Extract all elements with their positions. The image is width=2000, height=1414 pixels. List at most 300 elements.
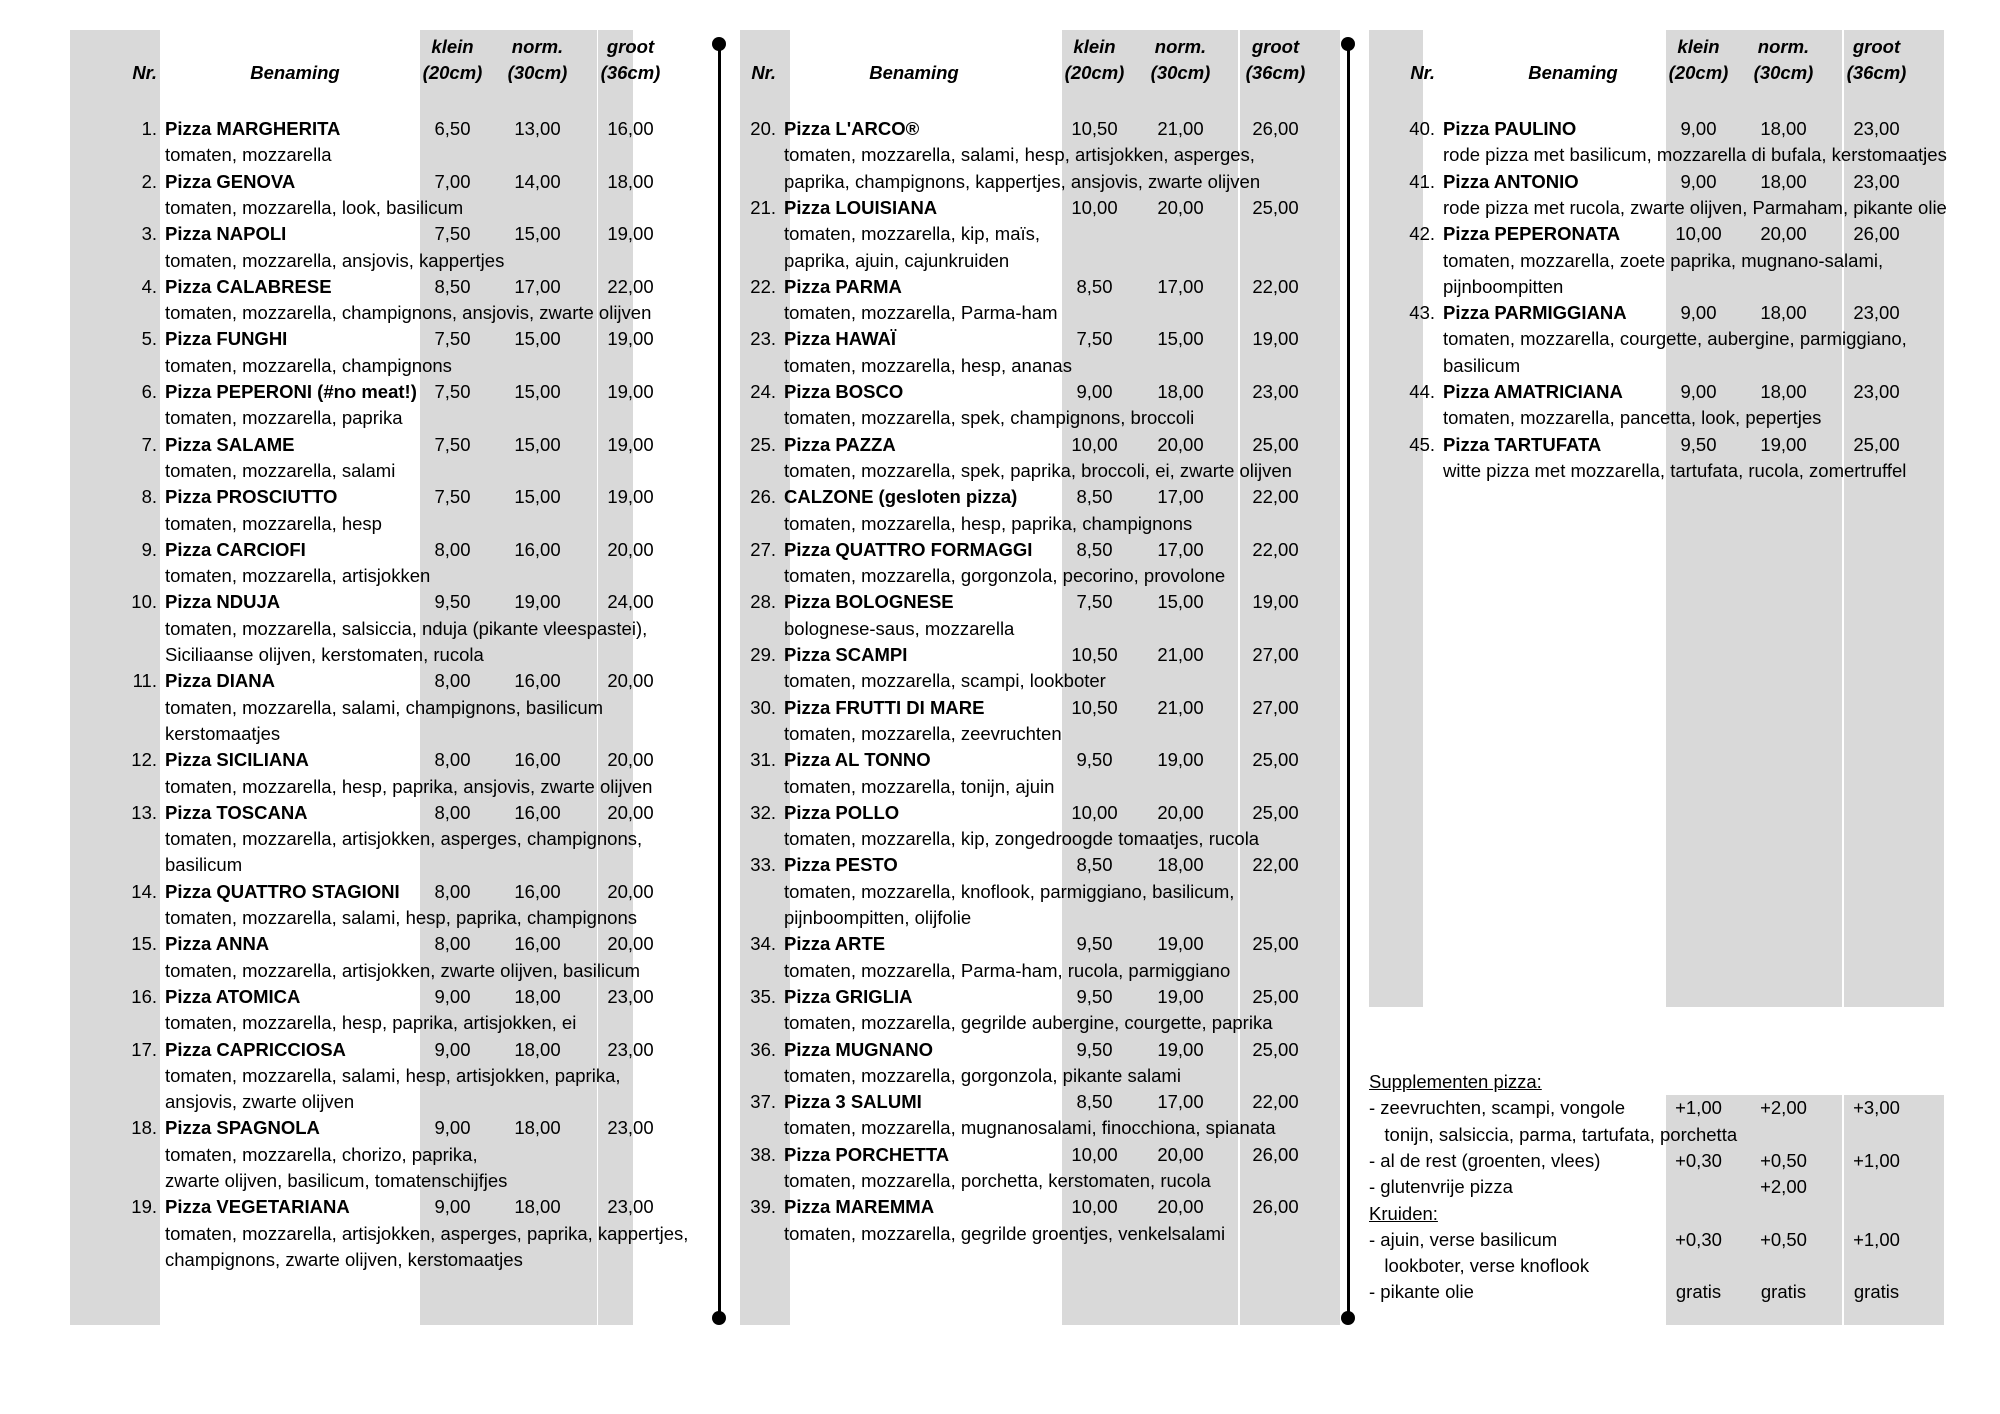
- price-normal: 16,00: [514, 880, 561, 902]
- pizza-name: Pizza 3 SALUMI: [784, 1091, 922, 1113]
- pizza-ingredients: tomaten, mozzarella, hesp, paprika, artisjokken, ei: [165, 1012, 577, 1034]
- pizza-ingredients: champignons, zwarte olijven, kerstomaatjes: [165, 1248, 523, 1270]
- pizza-item: [70, 379, 715, 405]
- price-small: 7,50: [434, 223, 471, 245]
- pizza-item: [740, 537, 1348, 563]
- price-large: 24,00: [607, 591, 654, 613]
- price-normal: 17,00: [514, 275, 561, 297]
- pizza-item: [1369, 300, 1954, 326]
- pizza-ingredients: tomaten, mozzarella, Parma-ham: [784, 302, 1058, 324]
- pizza-number: 35.: [750, 985, 776, 1007]
- pizza-item: [70, 747, 715, 773]
- pizza-ingredients: tomaten, mozzarella, salami, champignons, basilicum: [165, 696, 604, 718]
- pizza-number: 31.: [750, 749, 776, 771]
- price-normal: 18,00: [514, 1117, 561, 1139]
- pizza-number: 9.: [141, 538, 157, 560]
- price-large: 27,00: [1252, 696, 1299, 718]
- price-small: 10,50: [1071, 644, 1118, 665]
- pizza-number: 19.: [131, 1196, 157, 1218]
- price-small: 7,50: [434, 328, 471, 350]
- supplement-label: lookboter, verse knoflook: [1369, 1255, 1590, 1277]
- pizza-name: Pizza PARMA: [784, 275, 902, 297]
- price-large: 16,00: [607, 118, 654, 139]
- price-small: 7,50: [1076, 328, 1113, 350]
- pizza-number: 11.: [132, 670, 157, 692]
- header-normal-size: (30cm): [1150, 62, 1211, 84]
- pizza-ingredients: paprika, ajuin, cajunkruiden: [784, 249, 1010, 271]
- price-large: 19,00: [1252, 328, 1299, 350]
- pizza-name: Pizza PEPERONATA: [1443, 223, 1621, 245]
- pizza-name: Pizza FRUTTI DI MARE: [784, 696, 985, 718]
- price-normal: 18,00: [1760, 170, 1807, 192]
- pizza-number: 10.: [131, 591, 157, 613]
- pizza-name: Pizza CALABRESE: [165, 275, 332, 297]
- pizza-item: [1369, 432, 1954, 458]
- pizza-number: 6.: [141, 381, 157, 402]
- header-small-size: (20cm): [1064, 62, 1125, 84]
- supplement-row: [1369, 1227, 1954, 1253]
- pizza-ingredients: tomaten, mozzarella, knoflook, parmiggiano, basilicum,: [784, 880, 1235, 902]
- price-large: 20,00: [607, 801, 654, 823]
- price-column-band: [740, 30, 790, 1325]
- pizza-ingredients: bolognese-saus, mozzarella: [784, 617, 1015, 639]
- supplement-price-normal: +0,50: [1760, 1149, 1807, 1171]
- pizza-number: 41.: [1409, 170, 1435, 192]
- price-large: 23,00: [607, 985, 654, 1007]
- pizza-ingredients: tomaten, mozzarella, gegrilde groentjes, venkelsalami: [784, 1222, 1226, 1244]
- pizza-number: 17.: [131, 1038, 157, 1060]
- price-small: 9,00: [1076, 381, 1113, 402]
- pizza-ingredients: tomaten, mozzarella, salami, hesp, artisjokken, paprika,: [165, 1064, 621, 1086]
- pizza-number: 40.: [1409, 118, 1435, 139]
- pizza-name: Pizza PROSCIUTTO: [165, 486, 338, 508]
- pizza-name: Pizza HAWAÏ: [784, 328, 897, 350]
- pizza-name: Pizza CAPRICCIOSA: [165, 1038, 346, 1060]
- price-large: 19,00: [607, 223, 654, 245]
- pizza-name: Pizza PEPERONI (#no meat!): [165, 381, 417, 402]
- price-normal: 20,00: [1157, 801, 1204, 823]
- price-normal: 17,00: [1157, 538, 1204, 560]
- price-large: 25,00: [1252, 196, 1299, 218]
- price-small: 9,50: [1076, 985, 1113, 1007]
- price-large: 22,00: [1252, 538, 1299, 560]
- price-large: 26,00: [1252, 1196, 1299, 1218]
- pizza-ingredients: tomaten, mozzarella, spek, paprika, broccoli, ei, zwarte olijven: [784, 459, 1292, 481]
- pizza-name: Pizza SPAGNOLA: [165, 1117, 320, 1139]
- price-small: 7,50: [434, 381, 471, 402]
- pizza-ingredients: pijnboompitten: [1443, 275, 1564, 297]
- price-normal: 13,00: [514, 118, 561, 139]
- price-normal: 17,00: [1157, 275, 1204, 297]
- pizza-name: Pizza SCAMPI: [784, 644, 908, 665]
- pizza-ingredients: basilicum: [1443, 354, 1521, 376]
- supplement-price-large: +1,00: [1853, 1149, 1900, 1171]
- price-normal: 18,00: [1157, 381, 1204, 402]
- header-large-label: groot: [1852, 36, 1901, 57]
- price-small: 10,50: [1071, 696, 1118, 718]
- pizza-item: [70, 1194, 715, 1220]
- pizza-name: Pizza ARTE: [784, 933, 886, 955]
- header-normal-label: norm.: [1757, 36, 1810, 57]
- pizza-ingredients: tomaten, mozzarella, Parma-ham, rucola, parmiggiano: [784, 959, 1231, 981]
- supplement-row: [1369, 1253, 1954, 1279]
- supplement-label: tonijn, salsiccia, parma, tartufata, porchetta: [1369, 1123, 1738, 1145]
- price-normal: 19,00: [1157, 985, 1204, 1007]
- pizza-number: 27.: [750, 538, 776, 560]
- pizza-item: [70, 1115, 715, 1141]
- price-normal: 18,00: [1157, 854, 1204, 876]
- pizza-ingredients: rode pizza met basilicum, mozzarella di bufala, kerstomaatjes: [1443, 144, 1947, 166]
- pizza-ingredients: rode pizza met rucola, zwarte olijven, Parmaham, pikante olie: [1443, 196, 1947, 218]
- pizza-number: 2.: [141, 170, 157, 192]
- price-large: 25,00: [1252, 985, 1299, 1007]
- divider-1-bottom-dot: [712, 1311, 726, 1325]
- pizza-ingredients: tomaten, mozzarella, hesp, paprika, ansjovis, zwarte olijven: [165, 775, 653, 797]
- price-normal: 19,00: [1760, 433, 1807, 455]
- header-name: Benaming: [250, 62, 340, 84]
- price-small: 8,50: [434, 275, 471, 297]
- pizza-ingredients: Siciliaanse olijven, kerstomaten, rucola: [165, 644, 484, 665]
- price-large: 22,00: [1252, 275, 1299, 297]
- pizza-ingredients: tomaten, mozzarella, champignons: [165, 354, 452, 376]
- pizza-name: Pizza TARTUFATA: [1443, 433, 1602, 455]
- pizza-name: Pizza PAZZA: [784, 433, 896, 455]
- pizza-number: 22.: [750, 275, 776, 297]
- price-small: 8,00: [434, 670, 471, 692]
- price-large: 23,00: [1853, 118, 1900, 139]
- price-small: 10,00: [1071, 1143, 1118, 1165]
- pizza-name: Pizza AL TONNO: [784, 749, 931, 771]
- pizza-number: 18.: [131, 1117, 157, 1139]
- header-nr: Nr.: [132, 62, 157, 84]
- price-normal: 16,00: [514, 749, 561, 771]
- pizza-name: Pizza BOLOGNESE: [784, 591, 954, 613]
- price-small: 10,50: [1071, 118, 1118, 139]
- pizza-ingredients: tomaten, mozzarella, hesp, paprika, champignons: [784, 512, 1193, 534]
- pizza-item: [740, 747, 1348, 773]
- pizza-item: [740, 274, 1348, 300]
- price-small: 8,50: [1076, 854, 1113, 876]
- header-large-label: groot: [1251, 36, 1300, 57]
- price-normal: 15,00: [514, 381, 561, 402]
- pizza-name: Pizza SICILIANA: [165, 749, 309, 771]
- supplement-price-small: +1,00: [1675, 1097, 1722, 1119]
- price-normal: 15,00: [514, 223, 561, 245]
- price-normal: 21,00: [1157, 644, 1204, 665]
- pizza-name: Pizza NDUJA: [165, 591, 281, 613]
- pizza-item: [70, 274, 715, 300]
- price-small: 8,00: [434, 933, 471, 955]
- pizza-number: 3.: [141, 223, 157, 245]
- price-normal: 19,00: [514, 591, 561, 613]
- supplement-row: [1369, 1279, 1954, 1305]
- pizza-ingredients: pijnboompitten, olijfolie: [784, 907, 972, 928]
- price-normal: 18,00: [1760, 302, 1807, 324]
- supplement-label: - zeevruchten, scampi, vongole: [1369, 1097, 1626, 1119]
- pizza-item: [740, 1194, 1348, 1220]
- price-small: 8,00: [434, 801, 471, 823]
- pizza-item: [70, 668, 715, 694]
- price-small: 10,00: [1071, 801, 1118, 823]
- pizza-number: 33.: [750, 854, 776, 876]
- price-large: 19,00: [607, 486, 654, 508]
- supplement-row: [1369, 1148, 1954, 1174]
- pizza-name: Pizza NAPOLI: [165, 223, 287, 245]
- supplement-label: - pikante olie: [1369, 1281, 1474, 1303]
- price-large: 22,00: [607, 275, 654, 297]
- pizza-name: Pizza GRIGLIA: [784, 985, 913, 1007]
- pizza-item: [740, 800, 1348, 826]
- price-normal: 16,00: [514, 933, 561, 955]
- price-large: 26,00: [1252, 118, 1299, 139]
- price-large: 22,00: [1252, 854, 1299, 876]
- pizza-item: [1369, 379, 1954, 405]
- pizza-name: Pizza BOSCO: [784, 381, 904, 402]
- price-normal: 19,00: [1157, 1038, 1204, 1060]
- header-row-1: [70, 34, 715, 60]
- pizza-name: Pizza MARGHERITA: [165, 118, 341, 139]
- price-large: 23,00: [607, 1196, 654, 1218]
- header-large-label: groot: [606, 36, 655, 57]
- pizza-number: 39.: [750, 1196, 776, 1218]
- price-normal: 15,00: [514, 433, 561, 455]
- header-row-2: [70, 60, 715, 86]
- pizza-name: Pizza PESTO: [784, 854, 898, 876]
- pizza-number: 24.: [750, 381, 776, 402]
- pizza-item: [70, 589, 715, 615]
- supplement-price-small: +0,30: [1675, 1149, 1722, 1171]
- price-normal: 20,00: [1760, 223, 1807, 245]
- pizza-item: [740, 116, 1348, 142]
- price-small: 6,50: [434, 118, 471, 139]
- pizza-ingredients: tomaten, mozzarella, porchetta, kerstomaten, rucola: [784, 1170, 1211, 1191]
- pizza-name: Pizza L'ARCO®: [784, 118, 920, 139]
- header-small-size: (20cm): [1668, 62, 1729, 84]
- pizza-ingredients: tomaten, mozzarella, gorgonzola, pecorino, provolone: [784, 565, 1226, 587]
- pizza-ingredients: tomaten, mozzarella, pancetta, look, pepertjes: [1443, 407, 1822, 429]
- supplement-price-normal: +2,00: [1760, 1176, 1807, 1198]
- price-normal: 21,00: [1157, 696, 1204, 718]
- supplement-row: [1369, 1095, 1954, 1121]
- pizza-ingredients: witte pizza met mozzarella, tartufata, rucola, zomertruffel: [1443, 459, 1907, 481]
- price-normal: 15,00: [514, 328, 561, 350]
- price-large: 25,00: [1252, 749, 1299, 771]
- price-normal: 17,00: [1157, 486, 1204, 508]
- pizza-item: [740, 695, 1348, 721]
- pizza-number: 30.: [750, 696, 776, 718]
- price-normal: 18,00: [1760, 381, 1807, 402]
- pizza-item: [70, 879, 715, 905]
- pizza-ingredients: tomaten, mozzarella, kip, maïs,: [784, 223, 1041, 245]
- pizza-item: [740, 432, 1348, 458]
- pizza-item: [740, 326, 1348, 352]
- pizza-number: 37.: [750, 1091, 776, 1113]
- pizza-ingredients: tomaten, mozzarella, hesp, ananas: [784, 354, 1072, 376]
- pizza-name: Pizza GENOVA: [165, 170, 296, 192]
- price-small: 9,00: [434, 1038, 471, 1060]
- header-normal-size: (30cm): [1753, 62, 1814, 84]
- price-large: 23,00: [1853, 170, 1900, 192]
- pizza-number: 1.: [141, 118, 157, 139]
- pizza-name: Pizza ANTONIO: [1443, 170, 1579, 192]
- supplements-heading: Supplementen pizza:: [1369, 1071, 1542, 1092]
- supplement-price-normal: +0,50: [1760, 1228, 1807, 1250]
- pizza-item: [1369, 116, 1954, 142]
- pizza-ingredients: tomaten, mozzarella, zoete paprika, mugnano-salami,: [1443, 249, 1884, 271]
- price-small: 9,00: [1680, 302, 1717, 324]
- pizza-number: 12.: [131, 749, 157, 771]
- price-large: 23,00: [607, 1038, 654, 1060]
- pizza-name: Pizza LOUISIANA: [784, 196, 938, 218]
- price-small: 10,00: [1071, 433, 1118, 455]
- price-large: 19,00: [607, 328, 654, 350]
- price-small: 9,50: [1076, 749, 1113, 771]
- price-small: 9,50: [434, 591, 471, 613]
- pizza-item: [740, 484, 1348, 510]
- pizza-ingredients: tomaten, mozzarella, ansjovis, kappertjes: [165, 249, 505, 271]
- pizza-number: 43.: [1409, 302, 1435, 324]
- pizza-name: CALZONE (gesloten pizza): [784, 486, 1018, 508]
- pizza-ingredients: tomaten, mozzarella, courgette, aubergine, parmiggiano,: [1443, 328, 1907, 350]
- pizza-number: 23.: [750, 328, 776, 350]
- pizza-ingredients: kerstomaatjes: [165, 722, 281, 744]
- pizza-ingredients: tomaten, mozzarella, paprika: [165, 407, 403, 429]
- header-large-size: (36cm): [1245, 62, 1306, 84]
- price-small: 9,50: [1076, 1038, 1113, 1060]
- pizza-number: 29.: [750, 644, 776, 665]
- header-nr: Nr.: [1410, 62, 1435, 84]
- pizza-name: Pizza SALAME: [165, 433, 295, 455]
- pizza-ingredients: tomaten, mozzarella, artisjokken, zwarte olijven, basilicum: [165, 959, 641, 981]
- pizza-ingredients: tomaten, mozzarella, scampi, lookboter: [784, 670, 1106, 692]
- price-small: 7,50: [434, 486, 471, 508]
- price-large: 23,00: [607, 1117, 654, 1139]
- header-normal-size: (30cm): [507, 62, 568, 84]
- supplement-price-large: +1,00: [1853, 1228, 1900, 1250]
- pizza-item: [70, 326, 715, 352]
- supplement-price-small: +0,30: [1675, 1228, 1722, 1250]
- header-large-size: (36cm): [1846, 62, 1907, 84]
- pizza-item: [740, 1037, 1348, 1063]
- pizza-ingredients: tomaten, mozzarella, salami, hesp, paprika, champignons: [165, 907, 637, 928]
- pizza-number: 44.: [1409, 381, 1435, 402]
- pizza-item: [70, 116, 715, 142]
- pizza-number: 38.: [750, 1143, 776, 1165]
- pizza-ingredients: tomaten, mozzarella, zeevruchten: [784, 722, 1062, 744]
- pizza-number: 8.: [141, 486, 157, 508]
- price-large: 25,00: [1252, 1038, 1299, 1060]
- pizza-item: [1369, 169, 1954, 195]
- pizza-name: Pizza QUATTRO STAGIONI: [165, 880, 400, 902]
- header-normal-label: norm.: [511, 36, 564, 57]
- price-large: 23,00: [1252, 381, 1299, 402]
- pizza-name: Pizza MUGNANO: [784, 1038, 934, 1060]
- pizza-item: [70, 432, 715, 458]
- supplement-label: - glutenvrije pizza: [1369, 1176, 1513, 1198]
- price-normal: 20,00: [1157, 433, 1204, 455]
- price-normal: 21,00: [1157, 118, 1204, 139]
- pizza-name: Pizza ATOMICA: [165, 985, 301, 1007]
- pizza-name: Pizza TOSCANA: [165, 801, 308, 823]
- pizza-name: Pizza PAULINO: [1443, 118, 1577, 139]
- pizza-item: [70, 484, 715, 510]
- header-row-1: [740, 34, 1348, 60]
- price-large: 19,00: [607, 381, 654, 402]
- price-large: 25,00: [1252, 933, 1299, 955]
- header-small-label: klein: [431, 36, 474, 57]
- price-small: 9,00: [434, 1196, 471, 1218]
- price-small: 9,00: [434, 1117, 471, 1139]
- pizza-name: Pizza AMATRICIANA: [1443, 381, 1623, 402]
- supplement-row: [1369, 1174, 1954, 1200]
- price-small: 8,50: [1076, 1091, 1113, 1113]
- price-small: 8,00: [434, 749, 471, 771]
- pizza-number: 21.: [750, 196, 776, 218]
- pizza-name: Pizza PORCHETTA: [784, 1143, 950, 1165]
- header-small-label: klein: [1073, 36, 1116, 57]
- price-normal: 18,00: [1760, 118, 1807, 139]
- pizza-number: 36.: [750, 1038, 776, 1060]
- pizza-number: 25.: [750, 433, 776, 455]
- pizza-item: [740, 984, 1348, 1010]
- pizza-name: Pizza MAREMMA: [784, 1196, 935, 1218]
- price-small: 7,50: [1076, 591, 1113, 613]
- price-normal: 15,00: [1157, 328, 1204, 350]
- pizza-ingredients: tomaten, mozzarella, salami, hesp, artisjokken, asperges,: [784, 144, 1255, 166]
- price-normal: 16,00: [514, 538, 561, 560]
- pizza-number: 42.: [1409, 223, 1435, 245]
- supplement-row: [1369, 1122, 1954, 1148]
- column-divider-1: [718, 44, 721, 1318]
- header-name: Benaming: [869, 62, 959, 84]
- pizza-ingredients: tomaten, mozzarella: [165, 144, 332, 166]
- pizza-number: 20.: [750, 118, 776, 139]
- header-normal-label: norm.: [1154, 36, 1207, 57]
- supplement-label: - ajuin, verse basilicum: [1369, 1228, 1558, 1250]
- pizza-ingredients: tomaten, mozzarella, champignons, ansjovis, zwarte olijven: [165, 302, 652, 324]
- price-large: 19,00: [607, 433, 654, 455]
- price-normal: 15,00: [1157, 591, 1204, 613]
- price-large: 25,00: [1252, 433, 1299, 455]
- price-small: 9,00: [1680, 118, 1717, 139]
- pizza-ingredients: tomaten, mozzarella, mugnanosalami, finocchiona, spianata: [784, 1117, 1276, 1139]
- price-normal: 20,00: [1157, 196, 1204, 218]
- header-row-2: [740, 60, 1348, 86]
- pizza-item: [740, 642, 1348, 668]
- pizza-name: Pizza DIANA: [165, 670, 275, 692]
- price-large: 23,00: [1853, 302, 1900, 324]
- pizza-ingredients: tomaten, mozzarella, tonijn, ajuin: [784, 775, 1055, 797]
- supplement-price-small: gratis: [1675, 1281, 1722, 1303]
- price-normal: 16,00: [514, 670, 561, 692]
- price-normal: 16,00: [514, 801, 561, 823]
- price-large: 23,00: [1853, 381, 1900, 402]
- price-large: 20,00: [607, 538, 654, 560]
- pizza-item: [70, 169, 715, 195]
- pizza-item: [740, 1089, 1348, 1115]
- pizza-ingredients: tomaten, mozzarella, artisjokken, asperges, paprika, kappertjes,: [165, 1222, 689, 1244]
- pizza-number: 32.: [750, 801, 776, 823]
- price-normal: 14,00: [514, 170, 561, 192]
- price-large: 22,00: [1252, 486, 1299, 508]
- pizza-ingredients: tomaten, mozzarella, salami: [165, 459, 396, 481]
- pizza-ingredients: tomaten, mozzarella, hesp: [165, 512, 382, 534]
- price-large: 26,00: [1252, 1143, 1299, 1165]
- pizza-name: Pizza PARMIGGIANA: [1443, 302, 1627, 324]
- price-large: 25,00: [1252, 801, 1299, 823]
- header-large-size: (36cm): [600, 62, 661, 84]
- pizza-number: 45.: [1409, 433, 1435, 455]
